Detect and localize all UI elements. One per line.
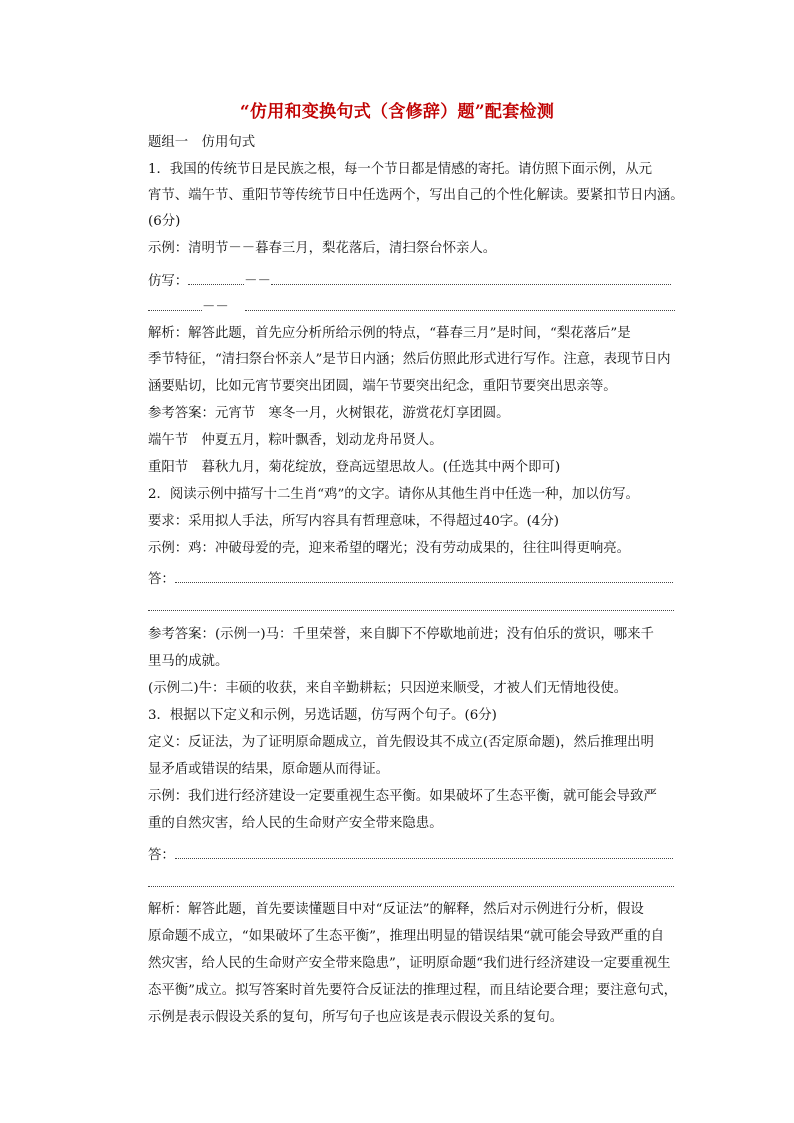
q2-example: 示例：鸡：冲破母爱的壳，迎来希望的曙光；没有劳动成果的，往往叫得更响亮。 — [148, 541, 631, 556]
q2-answer-row-2 — [148, 596, 674, 616]
q3-analysis-line-2: 原命题不成立，“如果破坏了生态平衡”，推理出明显的错误结果“就可能会导致严重的自 — [148, 929, 664, 944]
q1-blank-answer-2[interactable] — [245, 296, 675, 311]
q1-blank-festival-2[interactable] — [148, 296, 202, 311]
q3-answer-blank-1[interactable] — [175, 844, 673, 859]
q3-stem: 3．根据以下定义和示例，另选话题，仿写两个句子。(6分) — [148, 708, 497, 723]
q1-imitate-label: 仿写： — [148, 274, 189, 289]
q3-answer-row-2 — [148, 872, 674, 892]
q2-reference-line-3: (示例二)牛：丰硕的收获，来自辛勤耕耘；只因逆来顺受，才被人们无情地役使。 — [148, 681, 628, 696]
q2-reference-line-1: 参考答案：(示例一)马：千里荣誉，来自脚下不停歇地前进；没有伯乐的赏识，哪来千 — [148, 627, 654, 642]
q1-stem-line-3: (6分) — [148, 214, 181, 229]
q1-analysis-line-1: 解析：解答此题，首先应分析所给示例的特点，“暮春三月”是时间，“梨花落后”是 — [148, 326, 631, 341]
q3-analysis-line-4: 态平衡”成立。拟写答案时首先要符合反证法的推理过程，而且结论要合理；要注意句式， — [148, 983, 678, 998]
q3-answer-row — [148, 844, 673, 864]
q3-analysis-line-5: 示例是表示假设关系的复句，所写句子也应该是表示假设关系的复句。 — [148, 1010, 564, 1025]
page-title: “仿用和变换句式（含修辞）题”配套检测 — [239, 102, 555, 122]
q1-stem-line-2: 宵节、端午节、重阳节等传统节日中任选两个，写出自己的个性化解读。要紧扣节日内涵。 — [148, 188, 684, 203]
q3-example-line-1: 示例：我们进行经济建设一定要重视生态平衡。如果破坏了生态平衡，就可能会导致严 — [148, 789, 657, 804]
q1-answer-line-2: 端午节 仲夏五月，粽叶飘香，划动龙舟吊贤人。 — [148, 433, 443, 448]
q1-analysis-line-3: 涵要贴切，比如元宵节要突出团圆，端午节要突出纪念，重阳节要突出思亲等。 — [148, 379, 617, 394]
q1-answer-line-3: 重阳节 暮秋九月，菊花绽放，登高远望思故人。(任选其中两个即可) — [148, 460, 561, 475]
q3-analysis-line-1: 解析：解答此题，首先要读懂题目中对“反证法”的解释，然后对示例进行分析，假设 — [148, 902, 644, 917]
q3-answer-label: 答： — [148, 848, 175, 863]
q3-definition-line-1: 定义：反证法，为了证明原命题成立，首先假设其不成立(否定原命题)，然后推理出明 — [148, 735, 654, 750]
q2-answer-label: 答： — [148, 572, 175, 587]
q2-answer-blank-2[interactable] — [148, 596, 674, 611]
q1-answer-line-1: 参考答案：元宵节 寒冬一月，火树银花，游赏花灯享团圆。 — [148, 406, 510, 421]
q3-analysis-line-3: 然灾害，给人民的生命财产安全带来隐患”，证明原命题“我们进行经济建设一定要重视生 — [148, 956, 671, 971]
q2-answer-blank-1[interactable] — [175, 568, 673, 583]
q1-example: 示例：清明节－－暮春三月，梨花落后，清扫祭台怀亲人。 — [148, 241, 497, 256]
q3-definition-line-2: 显矛盾或错误的结果，原命题从而得证。 — [148, 762, 390, 777]
q1-blank-festival-1[interactable] — [188, 270, 244, 285]
q2-stem-line-2: 要求：采用拟人手法，所写内容具有哲理意味，不得超过40字。(4分) — [148, 514, 559, 529]
group-heading: 题组一 仿用句式 — [148, 135, 256, 150]
q1-analysis-line-2: 季节特征，“清扫祭台怀亲人”是节日内涵；然后仿照此形式进行写作。注意，表现节日内 — [148, 352, 671, 367]
q1-dash-2: －－ — [202, 300, 229, 315]
q2-reference-line-2: 里马的成就。 — [148, 654, 229, 669]
q3-answer-blank-2[interactable] — [148, 872, 674, 887]
q3-example-line-2: 重的自然灾害，给人民的生命财产安全带来隐患。 — [148, 816, 443, 831]
q1-blank-answer-1[interactable] — [271, 270, 671, 285]
q1-imitate-row-2 — [148, 296, 675, 316]
q1-dash-1: －－ — [244, 274, 271, 289]
q2-answer-row — [148, 568, 673, 588]
q1-imitate-row — [148, 270, 671, 290]
q2-stem-line-1: 2．阅读示例中描写十二生肖“鸡”的文字。请你从其他生肖中任选一种，加以仿写。 — [148, 487, 639, 502]
q1-stem-line-1: 1．我国的传统节日是民族之根，每一个节日都是情感的寄托。请仿照下面示例，从元 — [148, 162, 652, 177]
